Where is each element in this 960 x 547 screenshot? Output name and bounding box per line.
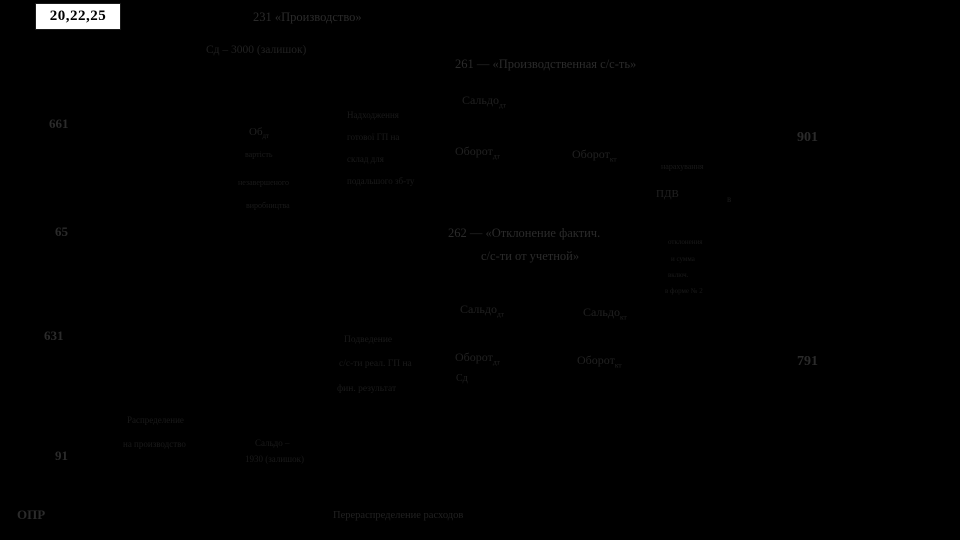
saldo-word: Сальдо — [462, 93, 500, 107]
redistribution-note: Перераспределение расходов — [333, 510, 464, 521]
account-631-number: 631 — [44, 328, 64, 343]
distribution-note-line-1: Распределение — [127, 415, 184, 425]
deviation-note-line-3: включ. — [668, 271, 689, 279]
oborot-word: Оборот — [572, 147, 610, 161]
distribution-note-line-2: на производство — [123, 439, 186, 449]
account-261-oborot-kt — [572, 148, 617, 163]
account-901-number: 901 — [797, 130, 818, 145]
account-262-saldo-mark: Сд — [456, 373, 468, 384]
saldo-sub: дт — [497, 309, 505, 319]
opr-label: ОПР — [17, 507, 46, 522]
writeoff-note-line-3: фин. результат — [337, 384, 397, 394]
account-262-oborot-dt — [455, 351, 500, 366]
saldo-sub: кт — [620, 312, 627, 322]
fg-warehouse-note-line-2: готової ГП на — [347, 132, 400, 142]
account-661-number: 661 — [49, 116, 69, 131]
account-261-title: 261 — «Производственная с/с-ть» — [455, 57, 637, 71]
fg-warehouse-note-line-4: подальшого зб-ту — [347, 176, 415, 186]
account-262-saldo-dt — [460, 303, 504, 318]
fg-warehouse-note-line-3: склад для — [347, 154, 384, 164]
vat-note-suffix: в — [727, 194, 732, 204]
writeoff-note-line-2: с/с-ти реал. ГП на — [339, 359, 412, 369]
account-91-number: 91 — [55, 448, 68, 463]
oborot-word: Оборот — [455, 144, 493, 158]
oborot-word: Оборот — [455, 350, 493, 364]
oborot-sub: кт — [614, 360, 622, 370]
ob-word: Об — [249, 126, 263, 138]
oborot-sub: кт — [609, 154, 617, 164]
oborot-word: Оборот — [577, 353, 615, 367]
bottom-saldo-line-2: 1930 (залишок) — [245, 454, 304, 464]
ob-dt-label — [249, 127, 269, 141]
vat-accrual-note: нарахування — [661, 162, 704, 171]
account-262-oborot-kt — [577, 354, 622, 369]
page-bottom-margin — [0, 540, 960, 547]
writeoff-note-line-1: Подведение — [344, 335, 393, 345]
account-262-title-line-1: 262 — «Отклонение фактич. — [448, 226, 601, 240]
account-261-oborot-dt — [455, 145, 500, 160]
account-65-number: 65 — [55, 224, 68, 239]
account-791-number: 791 — [797, 354, 818, 369]
ob-sub: дт — [262, 133, 269, 141]
deviation-note-line-4: в форме № 2 — [665, 287, 703, 295]
deviation-note-line-2: и сумма — [671, 255, 695, 263]
bottom-saldo-line-1: Сальдо – — [255, 438, 290, 448]
saldo-sub: дт — [499, 100, 507, 110]
deviation-note-line-1: отклонения — [668, 238, 703, 246]
account-261-saldo-dt — [462, 94, 506, 109]
oborot-sub: дт — [492, 151, 500, 161]
wip-note-line-3: виробництва — [246, 201, 290, 210]
accounts-legend-label: 20,22,25 — [49, 8, 107, 24]
wip-note-line-1: вартість — [245, 150, 273, 159]
production-opening-balance: Сд – 3000 (залишок) — [206, 44, 307, 56]
account-262-saldo-kt — [583, 306, 627, 321]
fg-warehouse-note-line-1: Надходження — [347, 110, 399, 120]
vat-label: ПДВ — [656, 188, 679, 200]
wip-note-line-2: незавершеного — [238, 178, 289, 187]
accounts-legend-box — [35, 3, 121, 30]
production-account-title: 231 «Производство» — [253, 10, 362, 24]
saldo-word: Сальдо — [460, 302, 498, 316]
oborot-sub: дт — [492, 357, 500, 367]
saldo-word: Сальдо — [583, 305, 621, 319]
account-262-title-line-2: с/с-ти от учетной» — [481, 249, 580, 263]
